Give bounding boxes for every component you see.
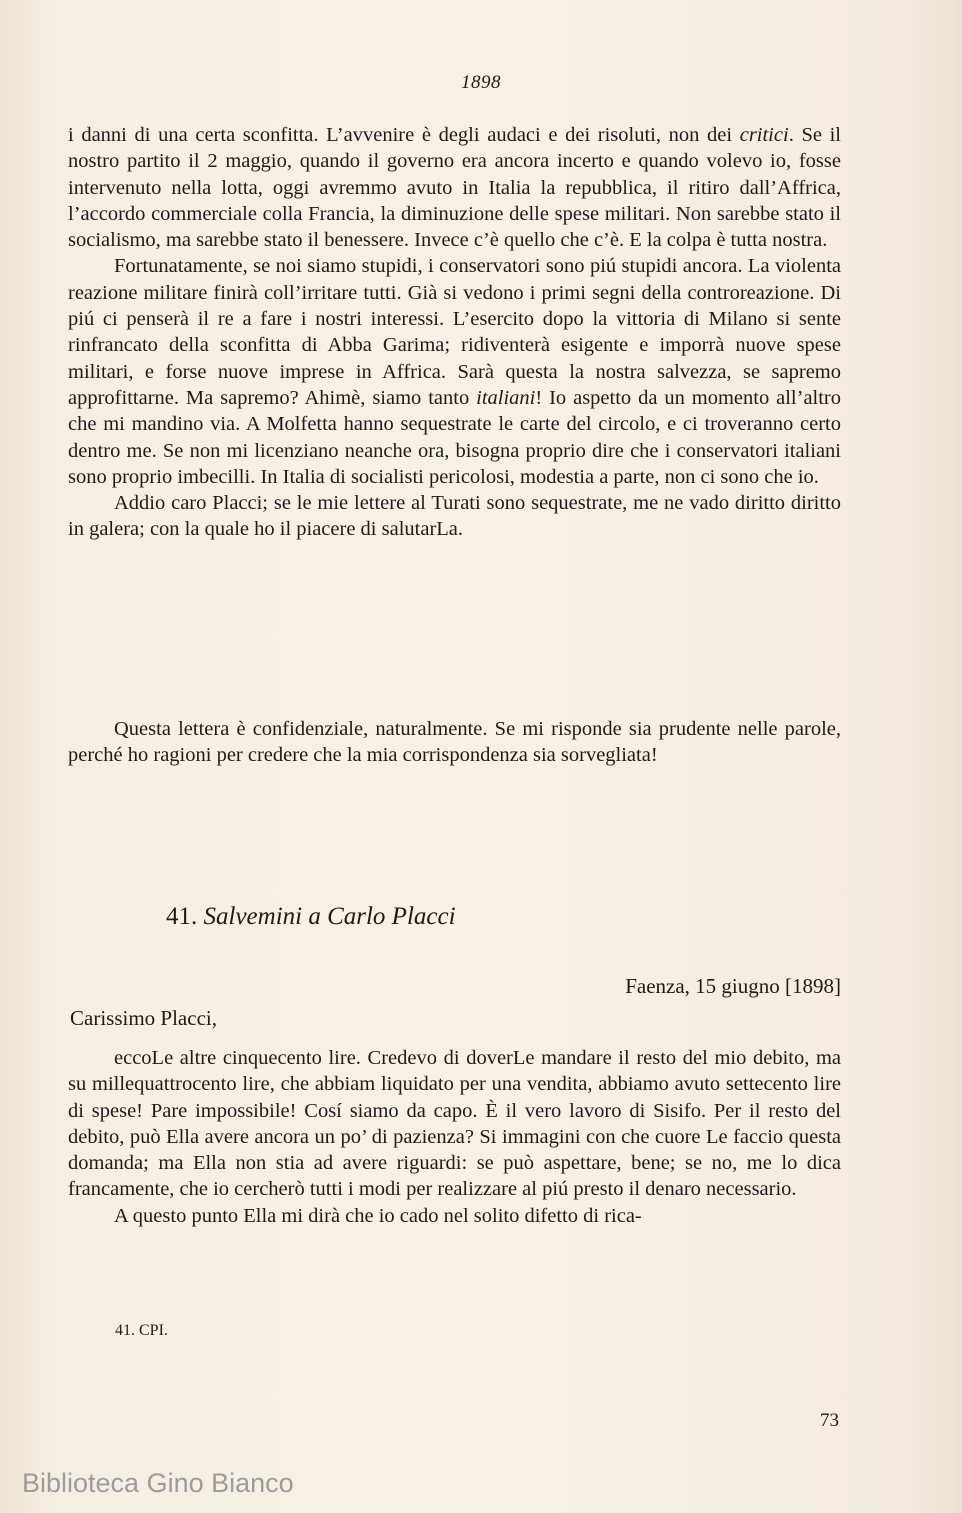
library-watermark: Biblioteca Gino Bianco — [22, 1468, 294, 1498]
dateline: Faenza, 15 giugno [1898] — [625, 974, 841, 998]
letter-40-continuation — [68, 122, 841, 543]
text-run: i danni di una certa sconfitta. L’avvenire è degli audaci e dei risoluti, non dei — [68, 124, 740, 146]
footnote: 41. CPI. — [115, 1322, 168, 1339]
letter-title: Salvemini a Carlo Placci — [203, 903, 456, 930]
postscript-paragraph: Questa lettera è confidenziale, naturalmente. Se mi risponde sia prudente nelle parole, perché ho ragioni per credere che la mia corrispondenza sia sorvegliata! — [68, 718, 841, 767]
paragraph — [68, 253, 841, 490]
letter-number: 41. — [166, 903, 198, 930]
salutation: Carissimo Placci, — [70, 1006, 217, 1030]
text-run: Addio caro Placci; se le mie lettere al Turati sono sequestrate, me ne vado diritto diritto in galera; con la quale ho il piacere di salutarLa. — [68, 492, 841, 541]
letter-40-postscript — [68, 716, 841, 769]
text-run: . Se il nostro partito il 2 maggio, quando il governo era ancora incerto e quando volevo io, fosse intervenuto nella lotta, oggi avremmo avuto in Italia la repubblica, il ritiro dall’Affrica, l’accordo commerciale colla Francia, la diminuzione delle spese militari. Non sarebbe stato il socialismo, ma sarebbe stato il benessere. Invece c’è quello che c’è. E la colpa è tutta nostra. — [68, 124, 841, 252]
paragraph: A questo punto Ella mi dirà che io cado nel solito difetto di rica- — [114, 1204, 642, 1227]
running-head: 1898 — [461, 72, 501, 93]
italic-text-run: italiani — [476, 386, 536, 409]
letter-41-body — [68, 1045, 841, 1229]
paragraph — [68, 122, 841, 253]
paragraph: eccoLe altre cinquecento lire. Credevo di doverLe mandare il resto del mio debito, ma su millequattrocento lire, che abbiam liquidato per una vendita, abbiamo avuto settecento lire di spese! Pare impossibile! Cosí siamo da capo. È il vero lavoro di Sisifo. Per il resto del debito, può Ella avere ancora un po’ di pazienza? Si immagini con che cuore Le faccio questa domanda; ma Ella non stia ad avere riguardi: se può aspettare, bene; se no, me lo dica francamente, che io cercherò tutti i modi per realizzare al piú presto il denaro necessario. — [68, 1047, 841, 1201]
text-run: ! Io aspetto da un momento all’altro che mi mandino via. A Molfetta hanno sequestrate le carte del circolo, e ci troveranno certo dentro me. Se non mi licenziano neanche ora, bisogna proprio dire che i conservatori italiani sono proprio imbecilli. In Italia di socialisti pericolosi, modestia a parte, non ci sono che io. — [68, 386, 842, 488]
text-run: Fortunatamente, se noi siamo stupidi, i conservatori sono piú stupidi ancora. La violenta reazione militare finirà coll’irritare tutti. Già si vedono i primi segni della controreazione. Di piú ci penserà il re a fare i nostri interessi. L’esercito dopo la vittoria di Milano si sente rinfrancato della sconfitta di Abba Garima; ridiventerà esigente e imporrà nuove spese militari, e forse nuove imprese in Affrica. Sarà questa la nostra salvezza, se sapremo approfittarne. Ma sapremo? Ahimè, siamo tanto — [68, 255, 841, 409]
paragraph — [68, 490, 841, 543]
page-number: 73 — [820, 1410, 839, 1431]
letter-heading — [166, 903, 456, 931]
italic-text-run: critici — [739, 124, 789, 146]
